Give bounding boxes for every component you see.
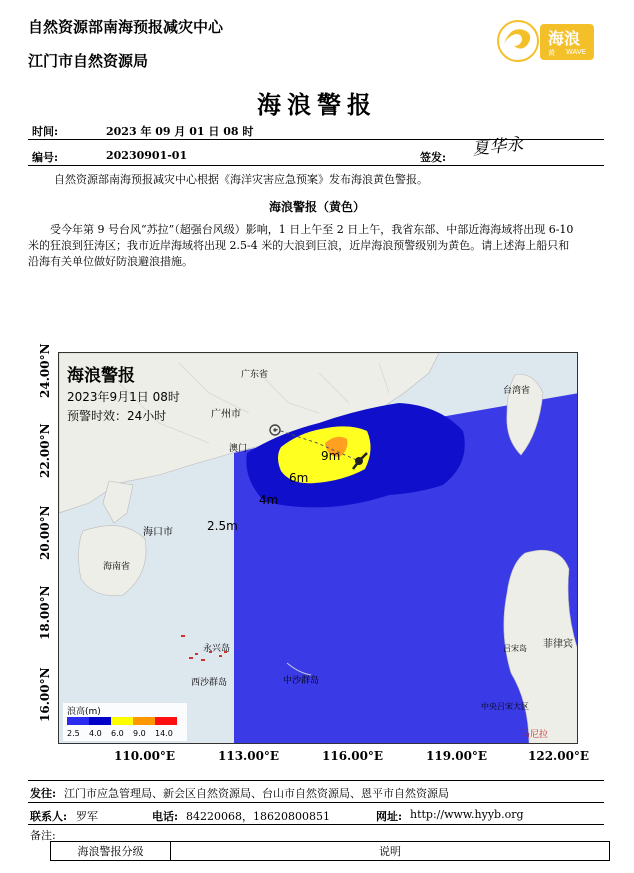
lon-label: 116.00°E <box>322 749 384 763</box>
lat-label: 20.00°N <box>38 505 52 560</box>
place-label: 广州市 <box>211 409 241 420</box>
place-label: 菲律宾 <box>543 639 573 650</box>
place-label: 中央吕宋大区 <box>481 702 529 711</box>
lat-label: 16.00°N <box>38 667 52 722</box>
warning-level-table <box>50 841 610 861</box>
contact-value: 罗军 <box>76 810 98 823</box>
section-subtitle: 海浪警报（黄色） <box>268 200 365 214</box>
lat-label: 22.00°N <box>38 423 52 478</box>
logo-sub-left: 黄 <box>548 49 555 57</box>
signature: 夏华永 <box>471 134 525 160</box>
wave-warning-logo <box>496 18 596 64</box>
website-label: 网址: <box>376 810 403 823</box>
sign-label: 签发: <box>420 151 447 164</box>
lon-label: 113.00°E <box>218 749 280 763</box>
body-line-3: 沿海有关单位做好防浪避浪措施。 <box>28 255 193 268</box>
recipients-label: 发往: <box>30 787 57 800</box>
recipients-value: 江门市应急管理局、新会区自然资源局、台山市自然资源局、恩平市自然资源局 <box>64 787 449 800</box>
website-link[interactable]: http://www.hyyb.org <box>410 808 524 821</box>
logo-text: 海浪 <box>548 29 581 48</box>
place-label: 海口市 <box>143 527 173 538</box>
wave-height-label: 2.5m <box>207 519 238 533</box>
legend-tick: 9.0 <box>133 729 146 738</box>
legend-swatch <box>89 717 111 725</box>
lon-label: 119.00°E <box>426 749 488 763</box>
lat-label: 18.00°N <box>38 585 52 640</box>
wave-height-label: 6m <box>289 471 309 485</box>
place-label: 海南省 <box>103 562 131 572</box>
map-date: 2023年9月1日 08时 <box>67 390 180 404</box>
local-bureau-name: 江门市自然资源局 <box>28 52 149 70</box>
map-info-box <box>67 361 180 424</box>
legend-swatch <box>155 717 177 725</box>
place-label: 中沙群岛 <box>283 676 320 686</box>
wave-warning-map <box>58 352 578 744</box>
wave-height-label: 9m <box>321 449 341 463</box>
id-value: 20230901-01 <box>106 149 188 162</box>
lon-label: 110.00°E <box>114 749 176 763</box>
time-value: 2023 年 09 月 01 日 08 时 <box>106 125 254 138</box>
time-label: 时间: <box>32 125 59 138</box>
place-label: 西沙群岛 <box>191 678 228 688</box>
table-header: 海浪警报分级 <box>51 842 171 861</box>
phone-label: 电话: <box>152 810 179 823</box>
legend-swatch <box>133 717 155 725</box>
issuer-name: 自然资源部南海预报减灾中心 <box>28 18 224 36</box>
contact-label: 联系人: <box>30 810 68 823</box>
place-label: 广东省 <box>241 370 269 380</box>
lat-label: 24.00°N <box>38 343 52 398</box>
phone-value: 84220068，18620800851 <box>186 810 330 823</box>
page-title: 海浪警报 <box>257 90 377 119</box>
wave-height-label: 4m <box>259 493 279 507</box>
divider <box>28 824 604 825</box>
place-label: 吕宋岛 <box>503 644 527 653</box>
legend-tick: 4.0 <box>89 729 102 738</box>
divider <box>28 802 604 803</box>
legend-tick: 14.0 <box>155 729 173 738</box>
table-row <box>51 842 610 861</box>
map-validity: 预警时效：24小时 <box>67 409 167 423</box>
map-legend <box>63 703 187 741</box>
body-line-1: 受今年第 9 号台风“苏拉”（超强台风级）影响，1 日上午至 2 日上午，我省东部、中部近海海域将出现 6-10 <box>50 223 574 236</box>
legend-tick: 6.0 <box>111 729 124 738</box>
id-label: 编号: <box>32 151 59 164</box>
place-label: 马尼拉 <box>521 730 549 740</box>
table-header: 说明 <box>171 842 610 861</box>
divider <box>28 780 604 781</box>
legend-swatch <box>67 717 89 725</box>
intro-text: 自然资源部南海预报减灾中心根据《海洋灾害应急预案》发布海浪黄色警报。 <box>54 173 428 186</box>
body-line-2: 米的狂浪到狂涛区；我市近岸海域将出现 2.5-4 米的大浪到巨浪，近岸海浪预警级别为黄色。请上述海上船只和 <box>28 239 570 252</box>
place-label: 澳门 <box>229 444 248 454</box>
legend-title: 浪高(m) <box>67 707 101 717</box>
legend-tick: 2.5 <box>67 729 80 738</box>
divider <box>28 165 604 166</box>
note-label: 备注: <box>30 829 56 842</box>
map-title: 海浪警报 <box>67 366 135 386</box>
place-label: 永兴岛 <box>203 644 231 654</box>
legend-swatch <box>111 717 133 725</box>
place-label: 台湾省 <box>503 386 531 396</box>
lon-label: 122.00°E <box>528 749 590 763</box>
logo-sub-right: WAVE <box>566 48 587 56</box>
